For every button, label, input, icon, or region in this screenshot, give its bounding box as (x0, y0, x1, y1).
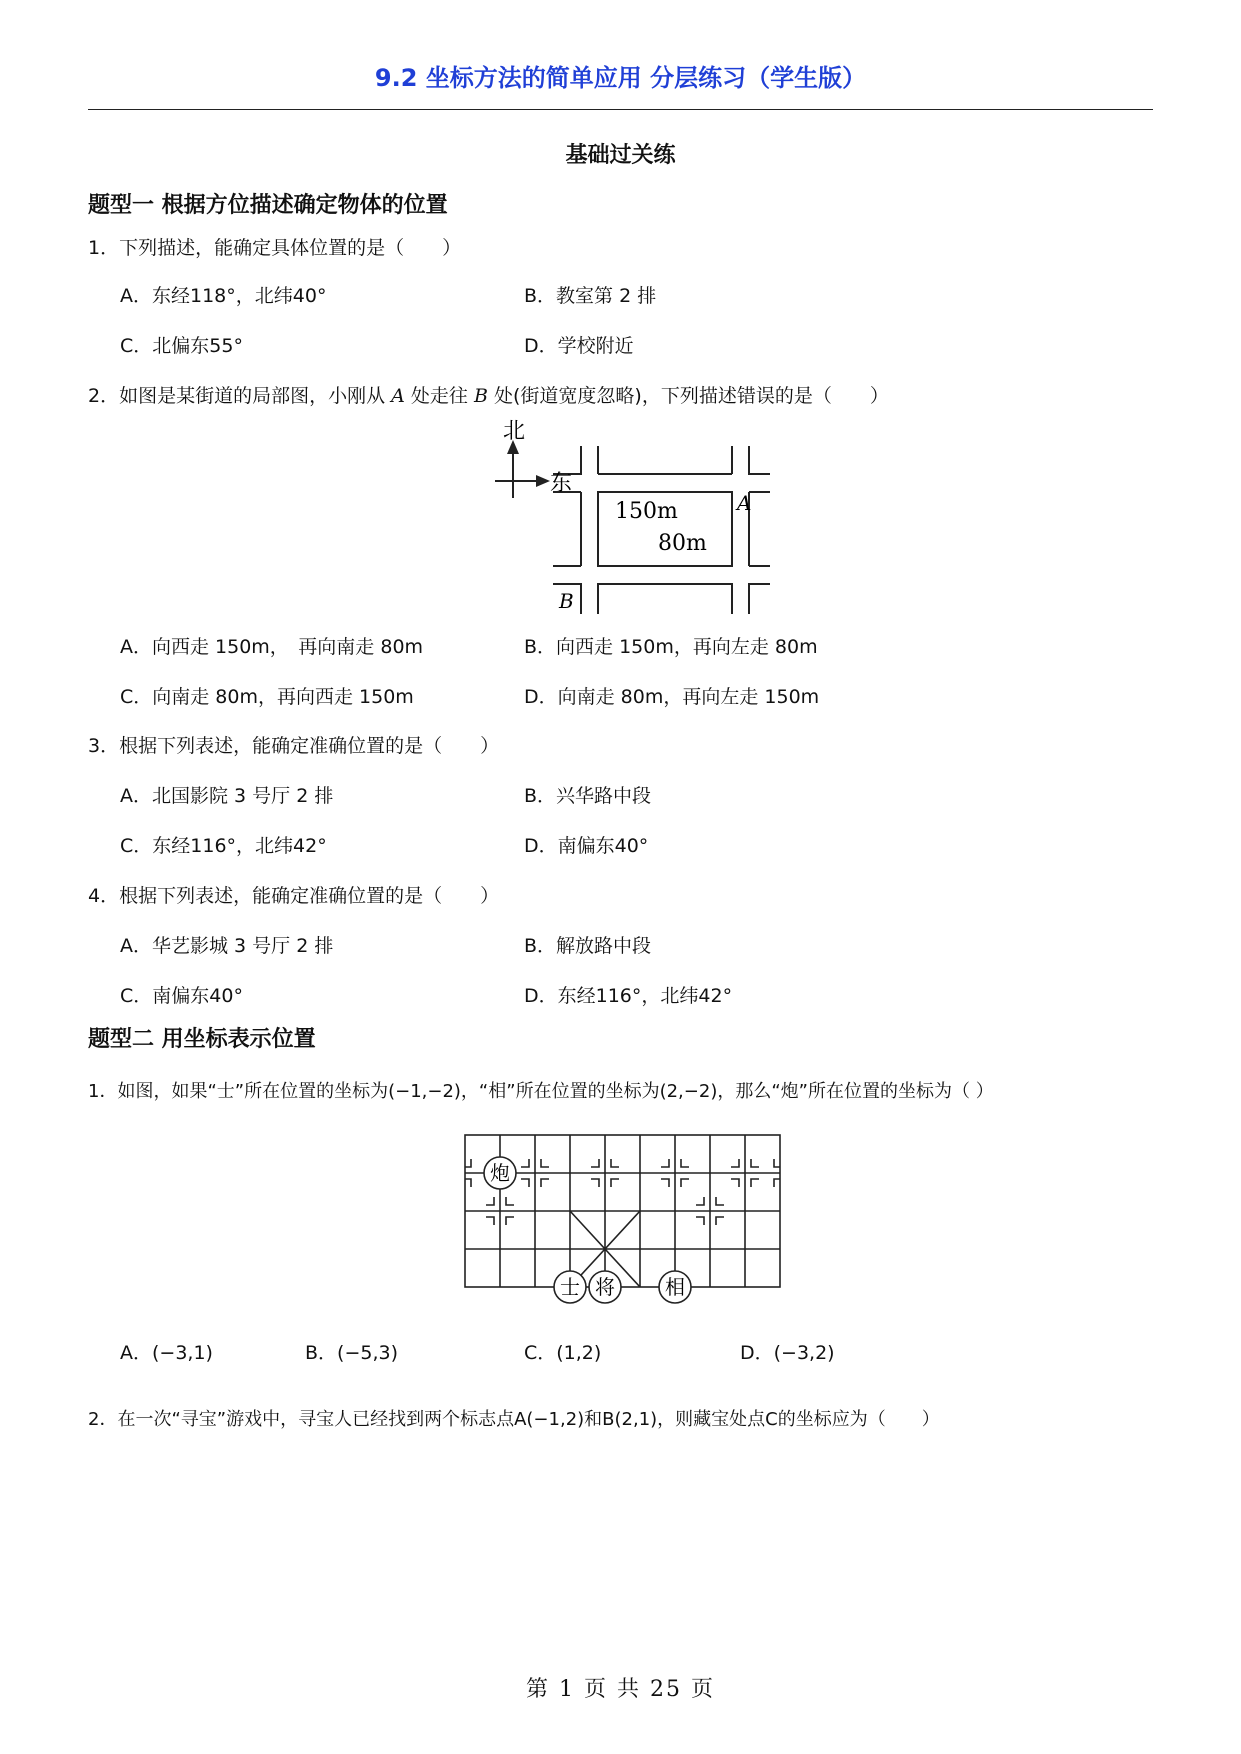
type1-title: 题型一 根据方位描述确定物体的位置 (88, 193, 448, 218)
type1-q4-option-a: A．华艺影城 3 号厅 2 排 (120, 935, 334, 957)
street-map-figure (470, 418, 770, 618)
height-label: 80m (658, 531, 707, 556)
type1-q4-option-b: B．解放路中段 (524, 935, 652, 957)
type1-q2-option-b: B．向西走 150m，再向左走 80m (524, 636, 818, 658)
section-title: 基础过关练 (565, 143, 676, 168)
point-a-label: A (737, 491, 752, 515)
type1-q3-option-b: B．兴华路中段 (524, 785, 652, 807)
type2-q1-stem: 1．如图，如果“士”所在位置的坐标为(−1,−2)，“相”所在位置的坐标为(2,−2)，那么“炮”所在位置的坐标为（ ） (88, 1081, 994, 1102)
type2-title: 题型二 用坐标表示位置 (88, 1027, 316, 1052)
xiang-label: 相 (665, 1275, 685, 1299)
width-label: 150m (615, 499, 678, 524)
type2-q2-stem: 2．在一次“寻宝”游戏中，寻宝人已经找到两个标志点A(−1,2)和B(2,1)，则藏宝处点C的坐标应为（ ） (88, 1409, 940, 1430)
type2-q1-option-a: A．(−3,1) (120, 1342, 213, 1364)
jiang-label: 将 (595, 1275, 615, 1299)
type2-q1-option-c: C．(1,2) (524, 1342, 602, 1364)
type1-q1-option-b: B．教室第 2 排 (524, 285, 657, 307)
pao-label: 炮 (490, 1161, 510, 1185)
document-title: 9.2 坐标方法的简单应用 分层练习（学生版） (374, 64, 867, 92)
header-divider (88, 109, 1153, 110)
type1-q3-option-d: D．南偏东40° (524, 835, 649, 857)
type1-q2-stem (88, 381, 889, 408)
north-label: 北 (503, 419, 526, 444)
type1-q1-stem: 1．下列描述，能确定具体位置的是（ ） (88, 237, 462, 259)
stem-text: 2．如图是某街道的局部图，小刚从 (88, 385, 386, 407)
type1-q2-option-c: C．向南走 80m，再向西走 150m (120, 686, 414, 708)
street-edge (553, 446, 581, 474)
east-label: 东 (550, 471, 573, 496)
type1-q4-stem: 4．根据下列表述，能确定准确位置的是（ ） (88, 885, 500, 907)
type1-q2-option-d: D．向南走 80m，再向左走 150m (524, 686, 820, 708)
type1-q1-option-a: A．东经118°，北纬40° (120, 285, 327, 307)
shi-label: 士 (560, 1275, 580, 1299)
type1-q2-option-a: A．向西走 150m， 再向南走 80m (120, 636, 424, 658)
type2-q1-option-b: B．(−5,3) (305, 1342, 398, 1364)
point-b-label: B (473, 385, 488, 407)
point-b-label: B (559, 589, 574, 613)
type1-q4-option-d: D．东经116°，北纬42° (524, 985, 733, 1007)
type2-q1-option-d: D．(−3,2) (740, 1342, 835, 1364)
type1-q3-stem: 3．根据下列表述，能确定准确位置的是（ ） (88, 735, 500, 757)
stem-text: 处走往 (410, 385, 468, 407)
type1-q3-option-a: A．北国影院 3 号厅 2 排 (120, 785, 334, 807)
type1-q1-option-d: D．学校附近 (524, 335, 634, 357)
chess-board-figure (455, 1125, 800, 1305)
type1-q4-option-c: C．南偏东40° (120, 985, 243, 1007)
point-a-label: A (391, 385, 405, 407)
type1-q3-option-c: C．东经116°，北纬42° (120, 835, 327, 857)
east-arrowhead-icon (536, 475, 550, 487)
type1-q1-option-c: C．北偏东55° (120, 335, 243, 357)
page-footer: 第 1 页 共 25 页 (526, 1677, 715, 1702)
stem-text: 处(街道宽度忽略)，下列描述错误的是（ ） (494, 385, 889, 407)
